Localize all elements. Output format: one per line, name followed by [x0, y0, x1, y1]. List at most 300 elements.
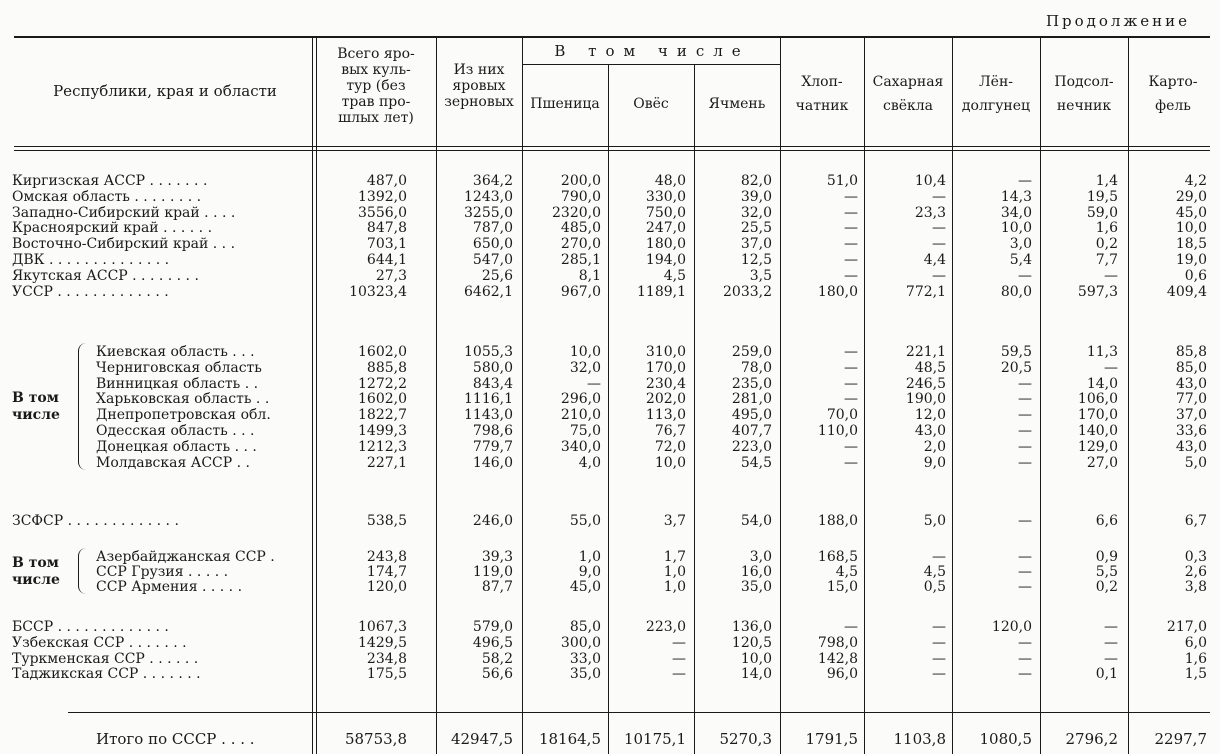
cell-value: 967,0 [560, 283, 601, 300]
cell-value: 247,0 [645, 220, 686, 237]
cell-value: 10,0 [1000, 220, 1032, 237]
header-sugar-beet: Сахарная свёкла [872, 74, 944, 114]
cell-value: 142,8 [817, 650, 858, 667]
cell-value: — [1018, 666, 1032, 683]
cell-value: 33,6 [1175, 423, 1207, 439]
cell-value: 798,6 [472, 423, 513, 439]
cell-value: 0,6 [1184, 267, 1207, 284]
cell-value: 230,4 [645, 375, 686, 392]
total-rule [68, 712, 1210, 713]
cell-value: — [932, 220, 946, 237]
cell-value: 48,5 [914, 359, 946, 376]
cell-value: 58,2 [481, 650, 513, 667]
cell-value: 14,0 [1086, 375, 1118, 392]
row-label: Восточно-Сибирский край . . . [12, 237, 236, 252]
cell-value: 87,7 [481, 579, 513, 595]
cell-value: 77,0 [1175, 391, 1207, 408]
cell-value: 19,0 [1175, 252, 1207, 268]
header-wheat: Пшеница [530, 96, 600, 112]
cell-value: 1392,0 [358, 188, 407, 205]
cell-value: 4,2 [1184, 173, 1207, 189]
row-label: Днепропетровская обл. [96, 408, 271, 423]
row-label: Узбекская ССР . . . . . . . [12, 635, 187, 650]
table-row [0, 580, 1220, 594]
cell-value: 56,6 [481, 666, 513, 683]
cell-value: 843,4 [472, 375, 513, 392]
total-value: 2796,2 [1065, 730, 1118, 748]
cell-value: — [1018, 375, 1032, 392]
top-rule [14, 36, 1210, 38]
cell-value: 136,0 [731, 619, 772, 635]
cell-value: 180,0 [817, 283, 858, 300]
cell-value: 579,0 [472, 619, 513, 635]
cell-value: 3,0 [749, 549, 772, 565]
cell-value: 14,3 [1000, 188, 1032, 205]
table-row [0, 174, 1220, 188]
cell-value: 1602,0 [358, 391, 407, 408]
cell-value: 9,0 [923, 454, 946, 471]
row-label: Донецкая область . . . [96, 439, 257, 454]
cell-value: 1429,5 [358, 634, 407, 651]
row-label: Винницкая область . . [96, 376, 259, 391]
row-label: Якутская АССР . . . . . . . . [12, 268, 199, 283]
cell-value: 1055,3 [464, 344, 513, 360]
row-label: ДВК . . . . . . . . . . . . . . [12, 253, 170, 267]
cell-value: — [844, 438, 858, 455]
cell-value: — [932, 188, 946, 205]
cell-value: — [1104, 634, 1118, 651]
total-value: 2297,7 [1154, 730, 1207, 748]
cell-value: 70,0 [826, 407, 858, 424]
cell-value: — [1018, 549, 1032, 565]
cell-value: 170,0 [645, 359, 686, 376]
row-label: Черниговская область [96, 360, 262, 375]
cell-value: 18,5 [1175, 236, 1207, 253]
cell-value: — [844, 188, 858, 205]
cell-value: — [1018, 391, 1032, 408]
total-row [0, 731, 1220, 747]
cell-value: 485,0 [560, 220, 601, 237]
cell-value: 39,0 [740, 188, 772, 205]
cell-value: — [1104, 267, 1118, 284]
group-label-line: В том [12, 555, 59, 571]
table-row [0, 253, 1220, 267]
cell-value: 37,0 [1175, 407, 1207, 424]
table-row [0, 565, 1220, 579]
cell-value: 9,0 [578, 564, 601, 580]
cell-value: — [1018, 438, 1032, 455]
row-label: Омская область . . . . . . . . [12, 189, 202, 204]
cell-value: 190,0 [905, 391, 946, 408]
cell-value: 96,0 [826, 666, 858, 683]
cell-value: 75,0 [569, 423, 601, 439]
cell-value: — [672, 634, 686, 651]
cell-value: 300,0 [560, 634, 601, 651]
cell-value: 2320,0 [552, 204, 601, 221]
cell-value: 120,0 [991, 619, 1032, 635]
cell-value: 80,0 [1000, 283, 1032, 300]
cell-value: 175,5 [366, 666, 407, 683]
cell-value: 285,1 [560, 252, 601, 268]
cell-value: 32,0 [740, 204, 772, 221]
header-region: Республики, края и области [53, 82, 277, 100]
cell-value: 27,3 [375, 267, 407, 284]
cell-value: — [844, 220, 858, 237]
cell-value: 34,0 [1000, 204, 1032, 221]
cell-value: 885,8 [366, 359, 407, 376]
cell-value: 6,6 [1095, 513, 1118, 529]
total-value: 10175,1 [623, 730, 686, 748]
cell-value: — [1018, 634, 1032, 651]
table-row [0, 269, 1220, 283]
cell-value: 10,0 [740, 650, 772, 667]
cell-value: 2,6 [1184, 564, 1207, 580]
cell-value: 340,0 [560, 438, 601, 455]
cell-value: 703,1 [366, 236, 407, 253]
cell-value: 310,0 [645, 344, 686, 360]
cell-value: 43,0 [1175, 375, 1207, 392]
cell-value: — [1018, 650, 1032, 667]
cell-value: 2033,2 [723, 283, 772, 300]
cell-value: 4,4 [923, 252, 946, 268]
cell-value: — [672, 666, 686, 683]
cell-value: 787,0 [472, 220, 513, 237]
cell-value: 82,0 [740, 173, 772, 189]
cell-value: — [932, 549, 946, 565]
cell-value: 3,0 [1009, 236, 1032, 253]
cell-value: 0,3 [1184, 549, 1207, 565]
cell-value: 146,0 [472, 454, 513, 471]
cell-value: 200,0 [560, 173, 601, 189]
cell-value: 37,0 [740, 236, 772, 253]
cell-value: 3,8 [1184, 579, 1207, 595]
cell-value: 330,0 [645, 188, 686, 205]
cell-value: — [1018, 564, 1032, 580]
cell-value: 243,8 [366, 549, 407, 565]
cell-value: 10,0 [654, 454, 686, 471]
cell-value: 1,0 [663, 579, 686, 595]
cell-value: 85,8 [1175, 344, 1207, 360]
cell-value: 1,7 [663, 549, 686, 565]
total-value: 1791,5 [805, 730, 858, 748]
cell-value: 168,5 [817, 549, 858, 565]
cell-value: 110,0 [817, 423, 858, 439]
cell-value: 0,1 [1095, 666, 1118, 683]
cell-value: 174,7 [366, 564, 407, 580]
cell-value: 15,0 [826, 579, 858, 595]
cell-value: 12,0 [914, 407, 946, 424]
row-label: ССР Армения . . . . . [96, 580, 243, 594]
cell-value: 54,5 [740, 454, 772, 471]
cell-value: — [844, 454, 858, 471]
cell-value: 296,0 [560, 391, 601, 408]
cell-value: 10,0 [1175, 220, 1207, 237]
table-row [0, 440, 1220, 454]
cell-value: 35,0 [740, 579, 772, 595]
cell-value: 1,0 [578, 549, 601, 565]
cell-value: 270,0 [560, 236, 601, 253]
cell-value: — [1018, 454, 1032, 471]
cell-value: 4,0 [578, 454, 601, 471]
cell-value: 78,0 [740, 359, 772, 376]
row-label: Западно-Сибирский край . . . . [12, 205, 236, 220]
cell-value: 14,0 [740, 666, 772, 683]
row-label: Киевская область . . . [96, 345, 255, 359]
cell-value: 120,0 [366, 579, 407, 595]
cell-value: 1212,3 [358, 438, 407, 455]
cell-value: 76,7 [654, 423, 686, 439]
cell-value: 409,4 [1166, 283, 1207, 300]
table-row [0, 361, 1220, 375]
cell-value: — [1018, 423, 1032, 439]
table-row [0, 221, 1220, 235]
cell-value: 45,0 [569, 579, 601, 595]
total-value: 18164,5 [538, 730, 601, 748]
cell-value: 597,3 [1077, 283, 1118, 300]
cell-value: 8,1 [578, 267, 601, 284]
cell-value: 1,6 [1095, 220, 1118, 237]
table-row [0, 392, 1220, 406]
header-flax: Лён- долгунец [961, 74, 1031, 114]
cell-value: 772,1 [905, 283, 946, 300]
cell-value: 11,3 [1086, 344, 1118, 360]
cell-value: 246,5 [905, 375, 946, 392]
cell-value: 10323,4 [349, 283, 407, 300]
cell-value: — [1104, 650, 1118, 667]
cell-value: 227,1 [366, 454, 407, 471]
table-row [0, 408, 1220, 422]
cell-value: 12,5 [740, 252, 772, 268]
cell-value: 72,0 [654, 438, 686, 455]
cell-value: — [932, 634, 946, 651]
total-value: 58753,8 [344, 730, 407, 748]
cell-value: 120,5 [731, 634, 772, 651]
cell-value: 6,0 [1184, 634, 1207, 651]
cell-value: 6462,1 [464, 283, 513, 300]
cell-value: 496,5 [472, 634, 513, 651]
group-label-line: В том [12, 390, 59, 407]
cell-value: — [844, 267, 858, 284]
cell-value: 5,4 [1009, 252, 1032, 268]
total-value: 42947,5 [450, 730, 513, 748]
group-label-line: числе [12, 572, 60, 588]
header-spring-grain: Из них яровых зерновых [444, 62, 514, 110]
table-row [0, 285, 1220, 299]
cell-value: — [587, 375, 601, 392]
continuation-label: Продолжение [1045, 12, 1190, 30]
cell-value: 140,0 [1077, 423, 1118, 439]
cell-value: 1499,3 [358, 423, 407, 439]
cell-value: 407,7 [731, 423, 772, 439]
cell-value: — [1018, 267, 1032, 284]
row-label: Туркменская ССР . . . . . . [12, 651, 199, 666]
total-value: 1103,8 [893, 730, 946, 748]
cell-value: 29,0 [1175, 188, 1207, 205]
cell-value: 750,0 [645, 204, 686, 221]
cell-value: 1143,0 [464, 407, 513, 424]
cell-value: 4,5 [835, 564, 858, 580]
cell-value: 170,0 [1077, 407, 1118, 424]
cell-value: 246,0 [472, 513, 513, 529]
cell-value: 1272,2 [358, 375, 407, 392]
cell-value: 547,0 [472, 252, 513, 268]
cell-value: 223,0 [645, 619, 686, 635]
table-row [0, 237, 1220, 251]
cell-value: — [1018, 579, 1032, 595]
header-cotton: Хлоп- чатник [795, 74, 849, 114]
cell-value: 25,5 [740, 220, 772, 237]
cell-value: 119,0 [472, 564, 513, 580]
cell-value: 235,0 [731, 375, 772, 392]
cell-value: 210,0 [560, 407, 601, 424]
cell-value: 1116,1 [464, 391, 513, 408]
cell-value: 5,0 [1184, 454, 1207, 471]
row-label: Азербайджанская ССР . [96, 550, 275, 564]
row-label: Киргизская АССР . . . . . . . [12, 174, 208, 188]
header-oats: Овёс [633, 96, 669, 112]
cell-value: 234,8 [366, 650, 407, 667]
cell-value: — [844, 359, 858, 376]
cell-value: 27,0 [1086, 454, 1118, 471]
cell-value: — [932, 619, 946, 635]
cell-value: 1243,0 [464, 188, 513, 205]
cell-value: 45,0 [1175, 204, 1207, 221]
cell-value: 19,5 [1086, 188, 1118, 205]
table-row [0, 345, 1220, 359]
cell-value: 1067,3 [358, 619, 407, 635]
cell-value: — [844, 204, 858, 221]
cell-value: 790,0 [560, 188, 601, 205]
cell-value: 48,0 [654, 173, 686, 189]
row-label: Красноярский край . . . . . . [12, 221, 213, 236]
cell-value: 188,0 [817, 513, 858, 529]
table-row [0, 667, 1220, 681]
cell-value: — [1018, 407, 1032, 424]
cell-value: 1602,0 [358, 344, 407, 360]
cell-value: 85,0 [1175, 359, 1207, 376]
row-label: Таджикская ССР . . . . . . . [12, 667, 201, 682]
table-row [0, 456, 1220, 470]
cell-value: 0,2 [1095, 236, 1118, 253]
header-bottom-rule-2 [14, 150, 1210, 151]
cell-value: 650,0 [472, 236, 513, 253]
group-label [12, 555, 60, 589]
cell-value: — [1018, 173, 1032, 189]
cell-value: 1822,7 [358, 407, 407, 424]
cell-value: 6,7 [1184, 513, 1207, 529]
row-label: Молдавская АССР . . [96, 455, 250, 470]
cell-value: — [844, 344, 858, 360]
cell-value: 3,5 [749, 267, 772, 284]
table-row [0, 190, 1220, 204]
cell-value: 847,8 [366, 220, 407, 237]
cell-value: — [1104, 359, 1118, 376]
cell-value: — [844, 252, 858, 268]
group-rule [522, 64, 780, 65]
row-label: УССР . . . . . . . . . . . . . [12, 284, 169, 299]
cell-value: 55,0 [569, 513, 601, 529]
cell-value: — [844, 236, 858, 253]
group-bracket [78, 548, 87, 594]
cell-value: 2,0 [923, 438, 946, 455]
cell-value: 487,0 [366, 173, 407, 189]
table-row [0, 377, 1220, 391]
header-barley: Ячмень [708, 96, 766, 112]
cell-value: 129,0 [1077, 438, 1118, 455]
cell-value: 1,0 [663, 564, 686, 580]
cell-value: 3556,0 [358, 204, 407, 221]
cell-value: 223,0 [731, 438, 772, 455]
cell-value: 194,0 [645, 252, 686, 268]
cell-value: 0,2 [1095, 579, 1118, 595]
cell-value: 5,5 [1095, 564, 1118, 580]
cell-value: 85,0 [569, 619, 601, 635]
row-label: ССР Грузия . . . . . [96, 565, 229, 579]
cell-value: 1,4 [1095, 173, 1118, 189]
cell-value: — [1018, 513, 1032, 529]
cell-value: — [672, 650, 686, 667]
cell-value: 35,0 [569, 666, 601, 683]
group-label [12, 390, 60, 424]
cell-value: 1,5 [1184, 666, 1207, 683]
cell-value: 0,5 [923, 579, 946, 595]
cell-value: — [1104, 619, 1118, 635]
cell-value: 4,5 [663, 267, 686, 284]
cell-value: 202,0 [645, 391, 686, 408]
total-value: 1080,5 [979, 730, 1032, 748]
table-row [0, 206, 1220, 220]
cell-value: 20,5 [1000, 359, 1032, 376]
table-row [0, 514, 1220, 528]
cell-value: — [844, 375, 858, 392]
cell-value: 281,0 [731, 391, 772, 408]
cell-value: 180,0 [645, 236, 686, 253]
table-row [0, 424, 1220, 438]
cell-value: 10,4 [914, 173, 946, 189]
cell-value: 644,1 [366, 252, 407, 268]
cell-value: 580,0 [472, 359, 513, 376]
cell-value: 113,0 [645, 407, 686, 424]
cell-value: — [932, 666, 946, 683]
cell-value: 25,6 [481, 267, 513, 284]
cell-value: 10,0 [569, 344, 601, 360]
cell-value: 3255,0 [464, 204, 513, 221]
cell-value: 1189,1 [637, 283, 686, 300]
row-label: ЗСФСР . . . . . . . . . . . . . [12, 514, 179, 528]
header-bottom-rule [14, 146, 1210, 147]
cell-value: 43,0 [914, 423, 946, 439]
cell-value: 0,9 [1095, 549, 1118, 565]
header-including: В том числе [554, 42, 750, 60]
header-total-spring: Всего яро- вых куль- тур (без трав про- шлых лет) [337, 46, 415, 126]
cell-value: 59,5 [1000, 344, 1032, 360]
cell-value: 51,0 [826, 173, 858, 189]
cell-value: 43,0 [1175, 438, 1207, 455]
table-row [0, 620, 1220, 634]
cell-value: 39,3 [481, 549, 513, 565]
group-label-line: числе [12, 407, 60, 424]
cell-value: 495,0 [731, 407, 772, 424]
table-row [0, 652, 1220, 666]
table-row [0, 550, 1220, 564]
cell-value: 54,0 [740, 513, 772, 529]
cell-value: 106,0 [1077, 391, 1118, 408]
cell-value: 364,2 [472, 173, 513, 189]
cell-value: 7,7 [1095, 252, 1118, 268]
row-label: БССР . . . . . . . . . . . . . [12, 620, 169, 634]
header-potato: Карто- фель [1148, 74, 1198, 114]
cell-value: 3,7 [663, 513, 686, 529]
